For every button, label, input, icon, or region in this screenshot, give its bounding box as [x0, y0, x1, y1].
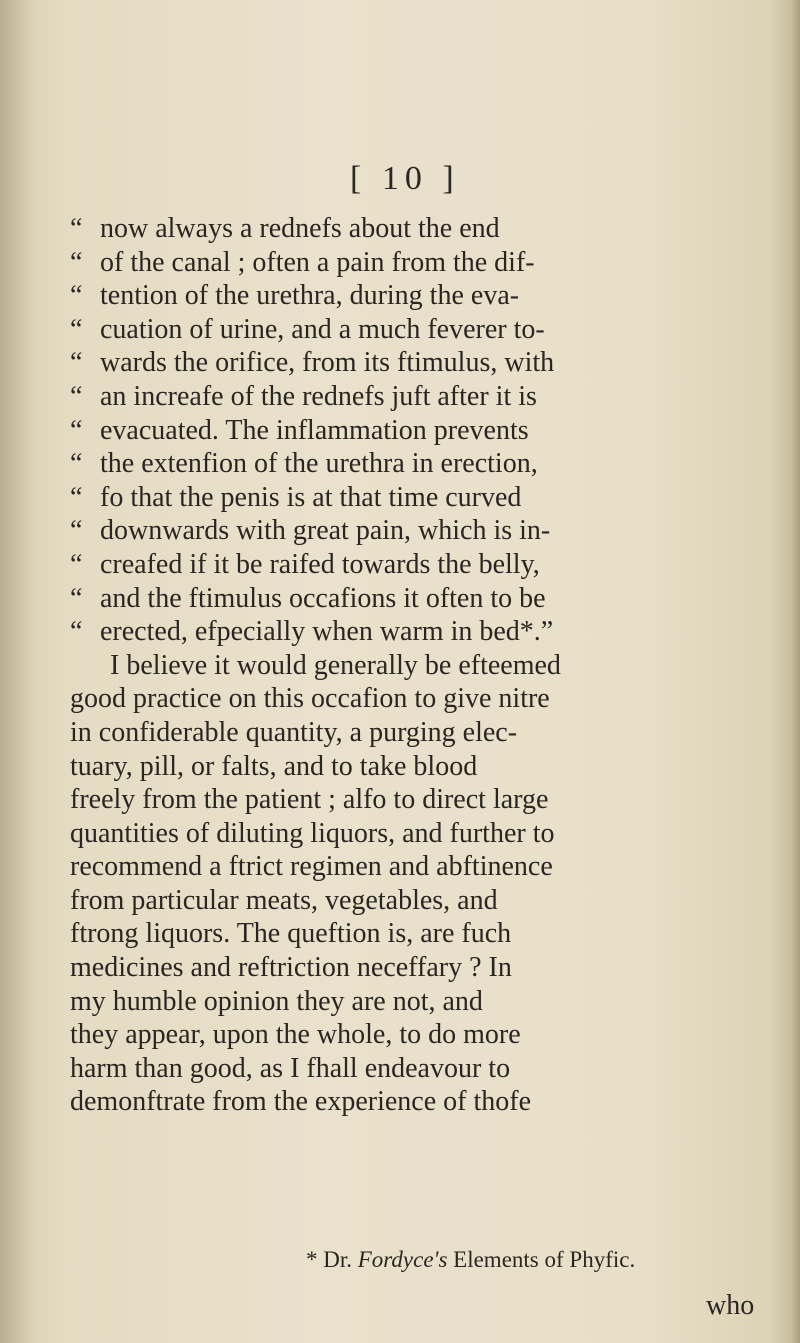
- text-line: [70, 850, 770, 884]
- text-line: [70, 380, 770, 414]
- quote-mark: “: [70, 548, 83, 580]
- line-text: medicines and reftriction neceffary ? In: [70, 952, 512, 984]
- body-text: [70, 212, 770, 1119]
- line-text: an increafe of the rednefs juft after it is: [100, 380, 537, 412]
- line-text: downwards with great pain, which is in-: [100, 515, 551, 547]
- line-text: I believe it would generally be efteemed: [110, 649, 561, 681]
- text-line: [70, 414, 770, 448]
- line-text: ftrong liquors. The queftion is, are fuch: [70, 918, 512, 950]
- line-text: from particular meats, vegetables, and: [70, 884, 498, 916]
- quote-mark: “: [70, 380, 83, 412]
- quote-mark: “: [70, 280, 83, 312]
- text-line: [70, 1085, 770, 1119]
- quote-mark: “: [70, 313, 83, 345]
- text-line: [70, 212, 770, 246]
- text-line: [70, 246, 770, 280]
- text-line: [70, 884, 770, 918]
- line-text: tention of the urethra, during the eva-: [100, 280, 520, 312]
- quote-mark: “: [70, 448, 83, 480]
- text-line: [70, 447, 770, 481]
- text-line: [70, 917, 770, 951]
- text-line: [70, 548, 770, 582]
- line-text: quantities of diluting liquors, and further to: [70, 817, 555, 849]
- line-text: wards the orifice, from its ftimulus, with: [100, 347, 555, 379]
- quote-mark: “: [70, 582, 83, 614]
- text-line: [70, 615, 770, 649]
- quote-mark: “: [70, 414, 83, 446]
- footnote-author: Fordyce's: [357, 1247, 448, 1272]
- text-line: [70, 481, 770, 515]
- line-text: creafed if it be raifed towards the belly,: [100, 548, 540, 580]
- footnote-title: Elements of Phyfic.: [453, 1247, 636, 1272]
- text-line: [70, 985, 770, 1019]
- page-edge-shadow: [770, 0, 800, 1343]
- text-line: [70, 951, 770, 985]
- text-line: [70, 750, 770, 784]
- text-line: [70, 682, 770, 716]
- quote-mark: “: [70, 481, 83, 513]
- text-line: [70, 1018, 770, 1052]
- line-text: good practice on this occafion to give nitre: [70, 683, 550, 715]
- text-line: [70, 716, 770, 750]
- page-gutter-shadow: [0, 0, 34, 1343]
- text-line: [70, 582, 770, 616]
- line-text: freely from the patient ; alfo to direct large: [70, 784, 549, 816]
- quote-mark: “: [70, 246, 83, 278]
- quote-mark: “: [70, 515, 83, 547]
- line-text: and the ftimulus occafions it often to be: [100, 582, 546, 614]
- line-text: my humble opinion they are not, and: [70, 985, 483, 1017]
- quote-mark: “: [70, 616, 83, 648]
- line-text: recommend a ftrict regimen and abftinence: [70, 851, 553, 883]
- text-line: [70, 279, 770, 313]
- text-line: [70, 1052, 770, 1086]
- line-text: demonftrate from the experience of thofe: [70, 1086, 532, 1118]
- text-line: [70, 514, 770, 548]
- text-line: [70, 346, 770, 380]
- line-text: now always a rednefs about the end: [100, 213, 500, 244]
- line-text: tuary, pill, or falts, and to take blood: [70, 750, 478, 782]
- text-line: [70, 817, 770, 851]
- catchword: who: [706, 1290, 755, 1321]
- line-text: fo that the penis is at that time curved: [100, 481, 522, 513]
- line-text: in confiderable quantity, a purging elec-: [70, 716, 518, 748]
- line-text: evacuated. The inflammation prevents: [100, 414, 529, 446]
- page-number: [ 10 ]: [350, 160, 460, 197]
- line-text: cuation of urine, and a much feverer to-: [100, 313, 545, 345]
- line-text: the extenfion of the urethra in erection,: [100, 448, 538, 480]
- quote-mark: “: [70, 213, 83, 244]
- line-text: of the canal ; often a pain from the dif-: [100, 246, 535, 278]
- line-text: they appear, upon the whole, to do more: [70, 1019, 521, 1051]
- footnote-mark: * Dr.: [306, 1247, 352, 1272]
- line-text: erected, efpecially when warm in bed*.”: [100, 616, 554, 648]
- text-line: [70, 783, 770, 817]
- footnote: [306, 1247, 635, 1273]
- quote-mark: “: [70, 347, 83, 379]
- text-line: [70, 313, 770, 347]
- text-line: [70, 649, 770, 683]
- line-text: harm than good, as I fhall endeavour to: [70, 1052, 511, 1084]
